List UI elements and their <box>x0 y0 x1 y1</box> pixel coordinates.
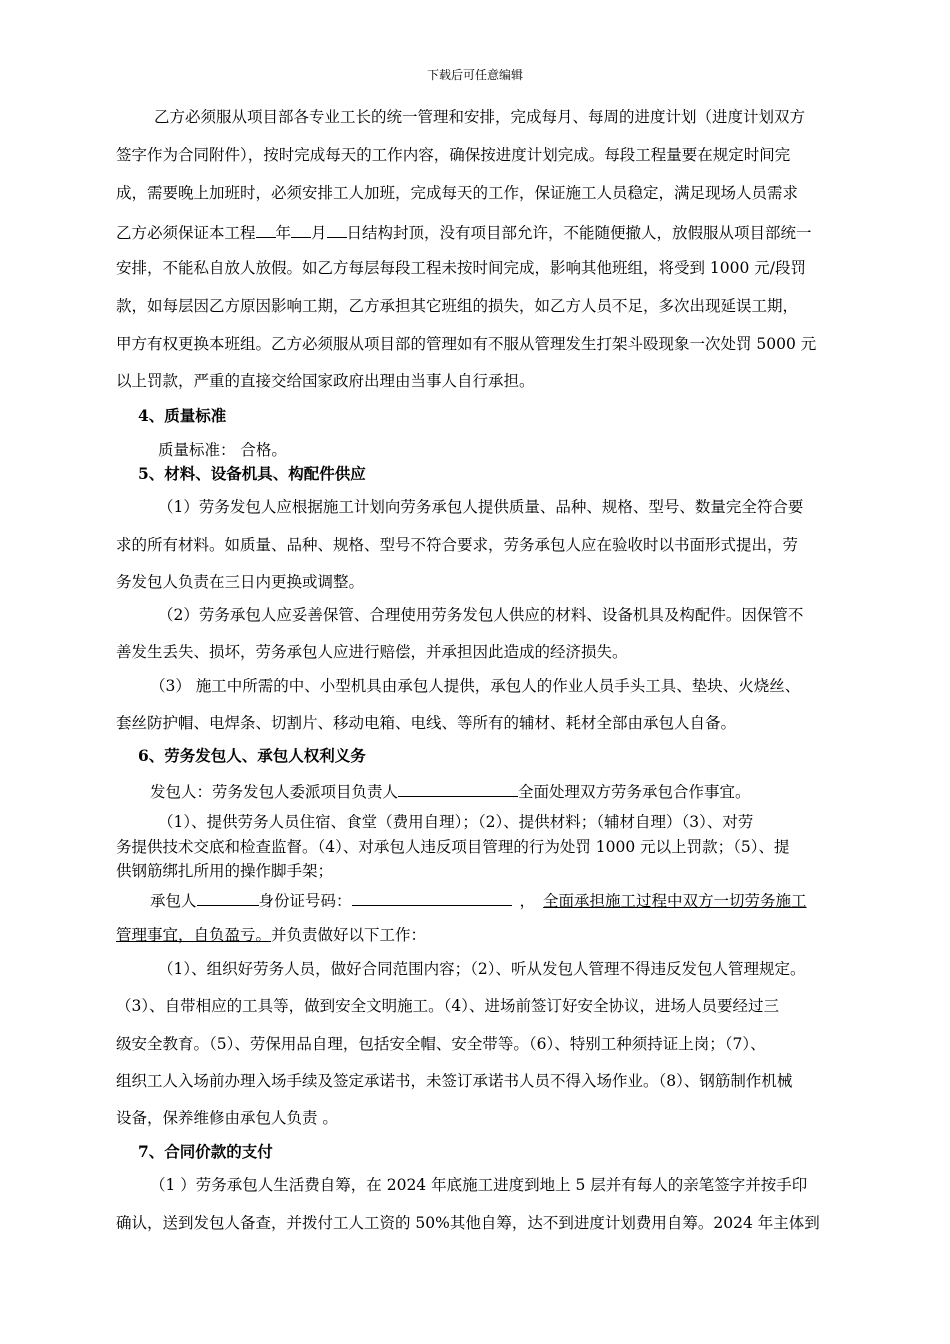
text-span: 乙方必须保证本工程 <box>116 224 256 242</box>
section-5-title: 5、材料、设备机具、构配件供应 <box>138 464 366 483</box>
section-4-text: 质量标准： 合格。 <box>158 441 287 459</box>
paragraph-line <box>150 779 751 802</box>
section-4-title: 4、质量标准 <box>138 406 227 425</box>
text-span: 并负责做好以下工作： <box>271 926 427 944</box>
paragraph-line: 乙方必须服从项目部各专业工长的统一管理和安排，完成每月、每周的进度计划（进度计划双方 <box>154 108 806 126</box>
text-span: 年 <box>275 224 292 242</box>
paragraph-line: 套丝防护帽、电焊条、切割片、移动电箱、电线、等所有的辅材、耗材全部由承包人自备。 <box>116 714 737 732</box>
project-manager-blank <box>398 779 518 797</box>
section-6-title: 6、劳务发包人、承包人权利义务 <box>138 746 366 765</box>
paragraph-line: 善发生丢失、损坏，劳务承包人应进行赔偿，并承担因此造成的经济损失。 <box>116 643 628 661</box>
text-span: 管理事宜，自负盈亏。 <box>116 926 272 944</box>
blank-field <box>256 220 276 238</box>
contractor-name-blank <box>197 888 259 906</box>
paragraph-line: 安排，不能私自放人放假。如乙方每层每段工程未按时间完成，影响其他班组，将受到 1000 元/段罚 <box>116 259 807 277</box>
paragraph-line: 组织工人入场前办理入场手续及签定承诺书，未签订承诺书人员不得入场作业。（8）、钢筋制作机械 <box>116 1072 793 1090</box>
text-span: 身份证号码： <box>258 892 352 910</box>
paragraph-line: 务发包人负责在三日内更换或调整。 <box>116 573 365 591</box>
paragraph-line: （1）、组织好劳务人员，做好合同范围内容；（2）、听从发包人管理不得违反发包人管理规定。 <box>158 960 806 978</box>
paragraph-line: 款，如每层因乙方原因影响工期，乙方承担其它班组的损失，如乙方人员不足，多次出现延误工期， <box>116 297 799 315</box>
text-span: 全面处理双方劳务承包合作事宜。 <box>518 783 751 801</box>
paragraph-line: 甲方有权更换本班组。乙方必须服从项目部的管理如有不服从管理发生打架斗殴现象一次处罚 5000 元 <box>116 335 817 353</box>
paragraph-line: （2）劳务承包人应妥善保管、合理使用劳务发包人供应的材料、设备机具及构配件。因保管不 <box>158 606 804 624</box>
paragraph-line: （3） 施工中所需的中、小型机具由承包人提供，承包人的作业人员手头工具、垫块、火烧丝、 <box>150 677 801 695</box>
paragraph-line: （1）劳务发包人应根据施工计划向劳务承包人提供质量、品种、规格、型号、数量完全符合要 <box>158 498 804 516</box>
text-span: 月 <box>311 224 327 242</box>
paragraph-line: 供钢筋绑扎所用的操作脚手架； <box>116 862 334 880</box>
paragraph-line <box>116 220 812 243</box>
paragraph-line: （3）、自带相应的工具等，做到安全文明施工。（4）、进场前签订好安全协议，进场人员要经过三 <box>116 997 779 1015</box>
paragraph-line: 以上罚款，严重的直接交给国家政府出理由当事人自行承担。 <box>116 372 535 390</box>
paragraph-line: 成，需要晚上加班时，必须安排工人加班，完成每天的工作，保证施工人员稳定，满足现场人员需求 <box>116 184 799 202</box>
paragraph-line: 设备，保养维修由承包人负责 。 <box>116 1109 338 1127</box>
text-span: 全面承担施工过程中双方一切劳务施工 <box>543 892 807 910</box>
blank-field <box>291 220 311 238</box>
paragraph-line: 签字作为合同附件），按时完成每天的工作内容，确保按进度计划完成。每段工程量要在规定时间完 <box>116 146 791 164</box>
paragraph-line <box>150 888 807 911</box>
page-header: 下载后可任意编辑 <box>426 68 523 82</box>
paragraph-line: （1）、提供劳务人员住宿、食堂（费用自理）；（2）、提供材料；（辅材自理）（3）、对劳 <box>158 813 754 831</box>
text-span: 日结构封顶，没有项目部允许，不能随便撤人，放假服从项目部统一 <box>346 224 812 242</box>
blank-field <box>327 220 347 238</box>
text-span: ， <box>519 892 536 910</box>
paragraph-line <box>116 925 426 945</box>
paragraph-line: 级安全教育。（5）、劳保用品自理，包括安全帽、安全带等。（6）、特别工种须持证上岗；（7）、 <box>116 1035 766 1053</box>
id-number-blank <box>352 888 512 906</box>
text-span: 承包人 <box>150 892 197 910</box>
paragraph-line: 确认，送到发包人备查，并拨付工人工资的 50%其他自筹，达不到进度计划费用自筹。2024 年主体到 <box>116 1214 820 1232</box>
paragraph-line: 务提供技术交底和检查监督。（4）、对承包人违反项目管理的行为处罚 1000 元以上罚款；（5）、提 <box>116 838 790 856</box>
paragraph-line: （1 ）劳务承包人生活费自筹，在 2024 年底施工进度到地上 5 层并有每人的亲笔签字并按手印 <box>150 1176 808 1194</box>
text-span: 发包人：劳务发包人委派项目负责人 <box>150 783 399 801</box>
paragraph-line: 求的所有材料。如质量、品种、规格、型号不符合要求，劳务承包人应在验收时以书面形式提出，劳 <box>116 536 799 554</box>
section-7-title: 7、合同价款的支付 <box>138 1142 273 1161</box>
